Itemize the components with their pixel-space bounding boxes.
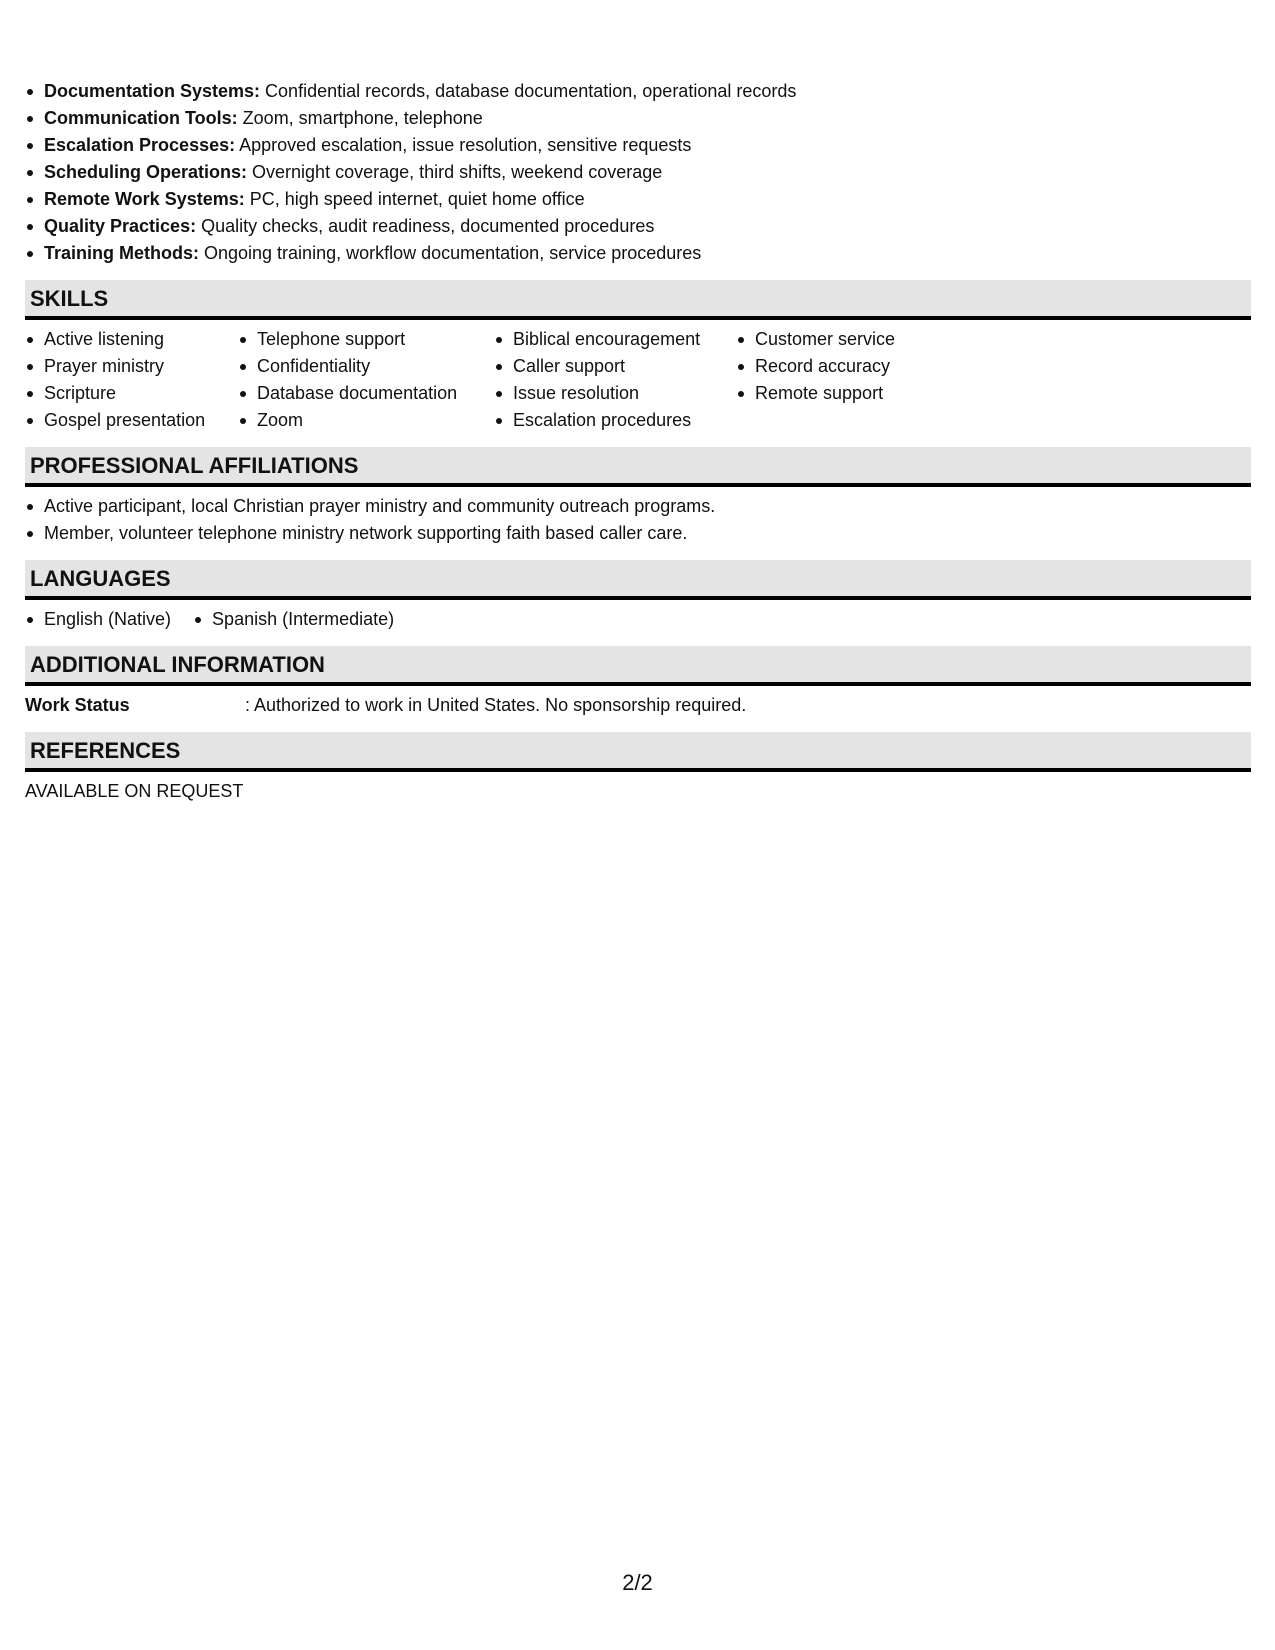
item-label: Remote Work Systems: <box>44 189 245 209</box>
list-item <box>25 240 1251 267</box>
item-text: Confidential records, database documentation, operational records <box>260 81 797 101</box>
item-label: Communication Tools: <box>44 108 238 128</box>
skill-item: Active listening <box>25 326 238 353</box>
skill-item: Caller support <box>494 353 736 380</box>
item-text: Approved escalation, issue resolution, sensitive requests <box>235 135 692 155</box>
language-item: English (Native) <box>25 606 171 633</box>
references-heading: REFERENCES <box>25 732 1251 772</box>
item-text: PC, high speed internet, quiet home office <box>244 189 585 209</box>
list-item <box>25 105 1251 132</box>
references-text: AVAILABLE ON REQUEST <box>25 781 244 801</box>
affiliations-heading: PROFESSIONAL AFFILIATIONS <box>25 447 1251 487</box>
skill-item: Gospel presentation <box>25 407 238 434</box>
competencies-list <box>25 78 1251 267</box>
skill-item: Prayer ministry <box>25 353 238 380</box>
affiliation-item: Member, volunteer telephone ministry network supporting faith based caller care. <box>25 520 1251 547</box>
work-status-value: : Authorized to work in United States. No sponsorship required. <box>245 695 747 715</box>
item-label: Escalation Processes: <box>44 135 236 155</box>
skill-item: Scripture <box>25 380 238 407</box>
skill-item: Remote support <box>736 380 956 407</box>
item-text: Quality checks, audit readiness, documented procedures <box>196 216 655 236</box>
list-item <box>25 78 1251 105</box>
skill-item: Zoom <box>238 407 494 434</box>
skills-column <box>736 326 956 434</box>
list-item <box>25 213 1251 240</box>
work-status-label: Work Status <box>25 695 130 715</box>
item-text: Zoom, smartphone, telephone <box>237 108 483 128</box>
item-text: Overnight coverage, third shifts, weekend coverage <box>247 162 663 182</box>
skills-grid <box>25 326 1251 434</box>
affiliation-item: Active participant, local Christian prayer ministry and community outreach programs. <box>25 493 1251 520</box>
languages-list <box>25 606 1251 633</box>
affiliations-list <box>25 493 1251 547</box>
skill-item: Confidentiality <box>238 353 494 380</box>
item-label: Quality Practices: <box>44 216 197 236</box>
skills-column <box>25 326 238 434</box>
resume-page <box>25 78 1251 805</box>
language-item: Spanish (Intermediate) <box>193 606 394 633</box>
skill-item: Issue resolution <box>494 380 736 407</box>
list-item <box>25 186 1251 213</box>
skills-column <box>238 326 494 434</box>
skill-item: Telephone support <box>238 326 494 353</box>
skills-column <box>494 326 736 434</box>
list-item <box>25 132 1251 159</box>
page-number: 2/2 <box>622 1570 653 1595</box>
languages-heading: LANGUAGES <box>25 560 1251 600</box>
item-label: Training Methods: <box>44 243 199 263</box>
skills-heading: SKILLS <box>25 280 1251 320</box>
skill-item: Biblical encouragement <box>494 326 736 353</box>
item-text: Ongoing training, workflow documentation, service procedures <box>199 243 702 263</box>
list-item <box>25 159 1251 186</box>
item-label: Scheduling Operations: <box>44 162 248 182</box>
skill-item: Database documentation <box>238 380 494 407</box>
work-status-row <box>25 692 1251 719</box>
skill-item: Customer service <box>736 326 956 353</box>
item-label: Documentation Systems: <box>44 81 261 101</box>
skill-item: Escalation procedures <box>494 407 736 434</box>
skill-item: Record accuracy <box>736 353 956 380</box>
additional-info-heading: ADDITIONAL INFORMATION <box>25 646 1251 686</box>
